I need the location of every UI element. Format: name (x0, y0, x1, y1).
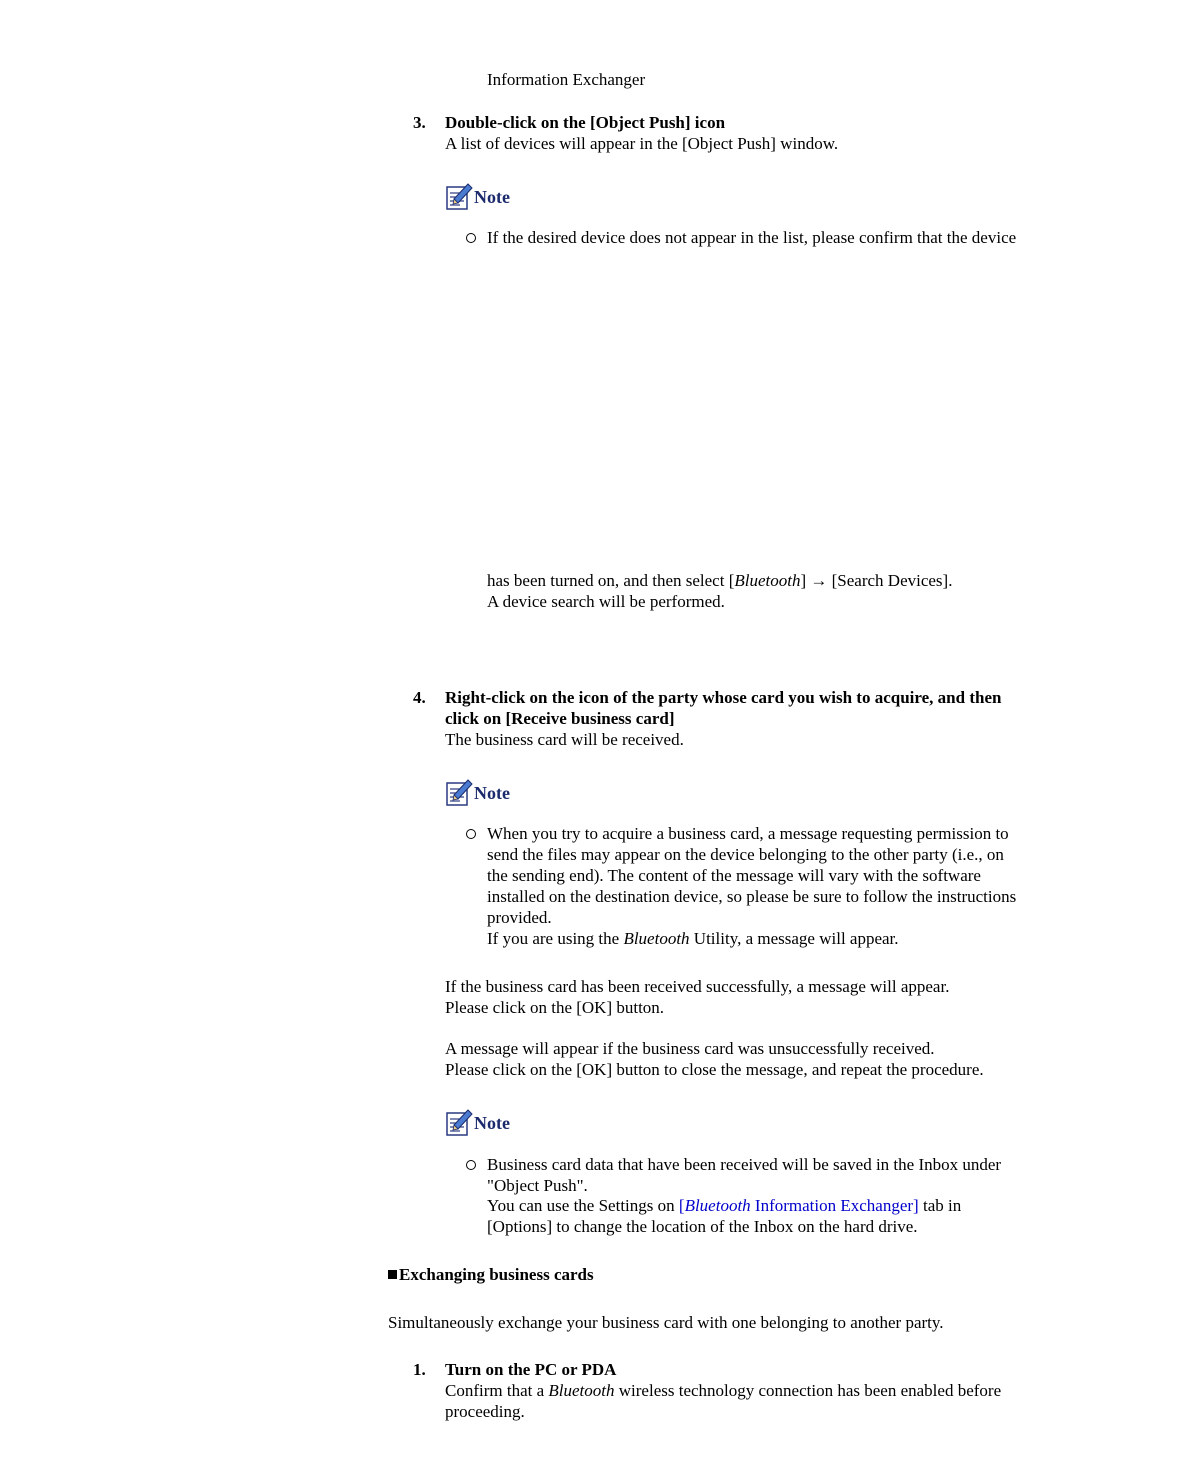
step1-number: 1. (413, 1360, 426, 1379)
note2-line1: When you try to acquire a business card, a message requesting permission to (487, 824, 1009, 843)
note1-bullet (466, 233, 476, 243)
note1-line3: A device search will be performed. (487, 592, 725, 611)
note3-line1: Business card data that have been received will be saved in the Inbox under (487, 1155, 1002, 1174)
note3-line2: "Object Push". (487, 1176, 588, 1195)
step4-title-line2: click on [Receive business card] (445, 709, 675, 728)
note2-line5: provided. (487, 908, 552, 927)
step3-description: A list of devices will appear in the [Object Push] window. (445, 134, 839, 153)
note1-label: Note (474, 187, 510, 207)
note-icon (445, 181, 473, 211)
step1-title: Turn on the PC or PDA (445, 1360, 617, 1379)
section-description: Simultaneously exchange your business card with one belonging to another party. (388, 1313, 944, 1332)
section-heading: Exchanging business cards (388, 1264, 594, 1285)
step1-description: Confirm that a Bluetooth wireless technology connection has been enabled before (445, 1381, 1002, 1400)
note3-line3: You can use the Settings on [Bluetooth Information Exchanger] tab in (487, 1196, 962, 1215)
step3-number: 3. (413, 113, 426, 132)
failure-line2: Please click on the [OK] button to close the message, and repeat the procedure. (445, 1060, 984, 1079)
note2-line4: installed on the destination device, so please be sure to follow the instructions (487, 887, 1017, 906)
success-line2: Please click on the [OK] button. (445, 998, 665, 1017)
note3-line4: [Options] to change the location of the Inbox on the hard drive. (487, 1217, 918, 1236)
step1-description-line2: proceeding. (445, 1402, 525, 1421)
bluetooth-info-exchanger-link[interactable]: [Bluetooth Information Exchanger] (678, 1196, 919, 1215)
failure-line1: A message will appear if the business card was unsuccessfully received. (445, 1039, 935, 1058)
note2-label: Note (474, 783, 510, 803)
note2-line2: send the files may appear on the device belonging to the other party (i.e., on (487, 845, 1004, 864)
intro-text: Information Exchanger (487, 70, 646, 89)
note3-label: Note (474, 1113, 510, 1133)
square-bullet-icon (388, 1270, 397, 1279)
note-icon (445, 777, 473, 807)
success-line1: If the business card has been received successfully, a message will appear. (445, 977, 950, 996)
step3-title: Double-click on the [Object Push] icon (445, 113, 726, 132)
note1-line2: has been turned on, and then select [Bluetooth] → [Search Devices]. (487, 571, 953, 590)
step4-title-line1: Right-click on the icon of the party whose card you wish to acquire, and then (445, 688, 1002, 707)
note2-line6: If you are using the Bluetooth Utility, a message will appear. (487, 929, 899, 948)
note1-line1: If the desired device does not appear in the list, please confirm that the device (487, 228, 1017, 247)
step4-description: The business card will be received. (445, 730, 684, 749)
note2-line3: the sending end). The content of the message will vary with the software (487, 866, 981, 885)
note3-bullet (466, 1160, 476, 1170)
note-icon (445, 1107, 473, 1137)
note2-bullet (466, 829, 476, 839)
step4-number: 4. (413, 688, 426, 707)
